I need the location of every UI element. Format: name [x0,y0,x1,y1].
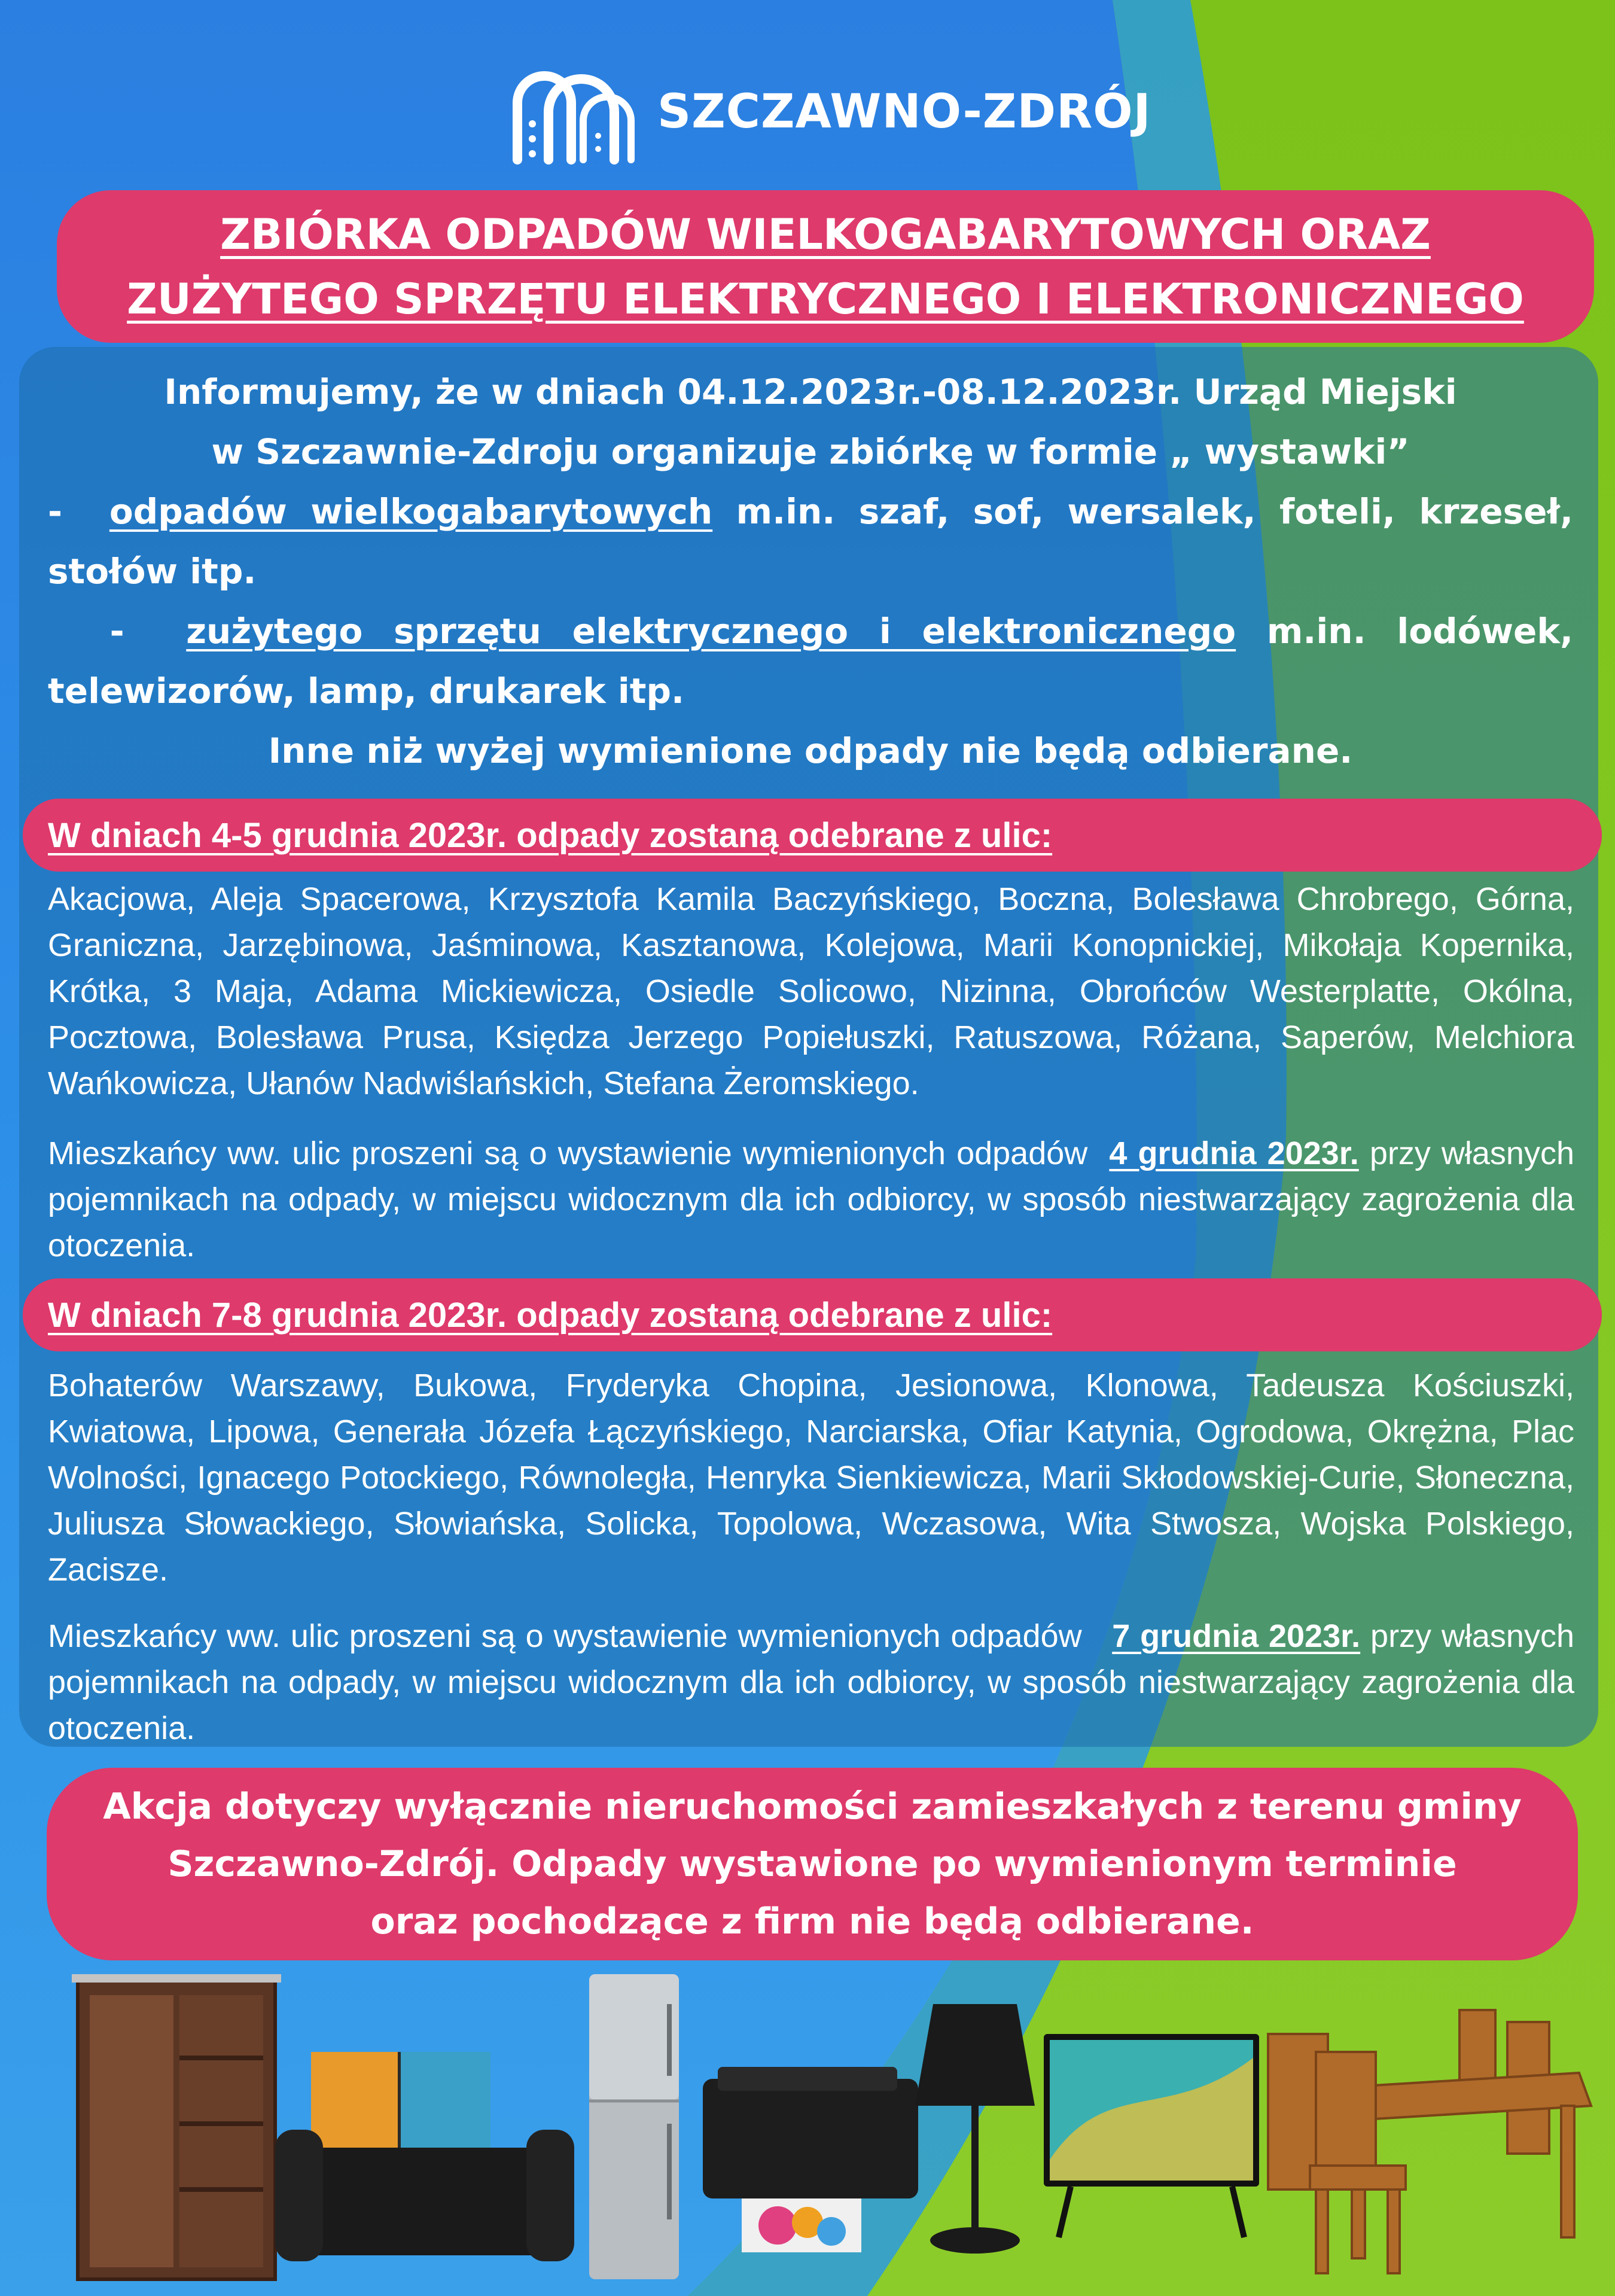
bulky-waste-label: odpadów wielkogabarytowych [109,491,713,532]
section1-heading: W dniach 4-5 grudnia 2023r. odpady zostaną odebrane z ulic: [48,815,1053,855]
section2-streets: Bohaterów Warszawy, Bukowa, Fryderyka Chopina, Jesionowa, Klonowa, Tadeusza Kościuszki, Kwiatowa, Lipowa, Generała Józefa Łączyńskiego, Narciarska, Ofiar Katynia, Ogrodowa, Okrężna, Plac Wolności, Ignacego Potockiego, Równoległa, Henryka Sienkiewicza, Marii Skłodowskiej-Curie, Słoneczna, Juliusza Słowackiego, Słowiańska, Solicka, Topolowa, Wczasowa, Wita Stwosza, Wojska Polskiego, Zacisze. [48,1368,1574,1588]
logo [505,55,1151,169]
lamp-icon [915,2004,1035,2254]
logo-text: SZCZAWNO-ZDRÓJ [657,85,1151,139]
fridge-icon [589,1974,679,2279]
electronic-waste-label: zużytego sprzętu elektrycznego i elektronicznego [186,611,1236,651]
intro-line-1: Informujemy, że w dniach 04.12.2023r.-08.12.2023r. Urząd Miejski [164,371,1457,412]
section2-heading: W dniach 7-8 grudnia 2023r. odpady zostaną odebrane z ulic: [48,1295,1053,1335]
tv-icon [1044,2034,1259,2237]
section2-note: Mieszkańcy ww. ulic proszeni są o wystawienie wymienionych odpadów 7 grudnia 2023r. przy własnych pojemnikach na odpady, w miejscu widocznym dla ich odbiorcy, w sposób niestwarzający zagrożenia dla otoczenia. [48,1618,1574,1746]
table-chairs-icon [1268,2010,1591,2273]
title-line-2: ZUŻYTEGO SPRZĘTU ELEKTRYCZNEGO I ELEKTRONICZNEGO [127,274,1524,324]
intro-item-1: - odpadów wielkogabarytowych m.in. szaf, sof, wersalek, foteli, krzeseł, stołów itp. [48,491,1574,592]
footer-line-3: oraz pochodzące z firm nie będą odbierane. [370,1901,1254,1942]
section1-streets: Akacjowa, Aleja Spacerowa, Krzysztofa Kamila Baczyńskiego, Boczna, Bolesława Chrobrego, Górna, Graniczna, Jarzębinowa, Jaśminowa, Kasztanowa, Kolejowa, Marii Konopnickiej, Mikołaja Kopernika, Krótka, 3 Maja, Adama Mickiewicza, Osiedle Solicowo, Nizinna, Obrońców Westerplatte, Okólna, Pocztowa, Bolesława Prusa, Księdza Jerzego Popiełuszki, Ratuszowa, Różana, Saperów, Melchiora Wańkowicza, Ułanów Nadwiślańskich, Stefana Żeromskiego. [48,881,1574,1101]
intro-item-2: - zużytego sprzętu elektrycznego i elektronicznego m.in. lodówek, telewizorów, lamp, drukarek itp. [48,611,1574,711]
printer-icon [703,2067,918,2252]
footer-banner [47,1768,1578,1960]
wardrobe-icon [72,1974,281,2279]
sofa-icon [275,2052,574,2261]
intro-closing: Inne niż wyżej wymienione odpady nie będą odbierane. [268,730,1353,771]
intro-text [48,362,1573,781]
section2-heading-bar [23,1278,1602,1351]
intro-line-2: w Szczawnie-Zdroju organizuje zbiórkę w formie „ wystawki” [211,431,1410,472]
title-line-1: ZBIÓRKA ODPADÓW WIELKOGABARYTOWYCH ORAZ [220,209,1431,259]
arches-logo-icon [505,58,649,166]
furniture-illustrations [0,1968,1615,2296]
section1-note: Mieszkańcy ww. ulic proszeni są o wystawienie wymienionych odpadów 4 grudnia 2023r. przy własnych pojemnikach na odpady, w miejscu widocznym dla ich odbiorcy, w sposób niestwarzający zagrożenia dla otoczenia. [48,1135,1575,1263]
title-banner [57,190,1594,343]
section1-heading-bar [23,799,1602,872]
footer-line-1: Akcja dotyczy wyłącznie nieruchomości zamieszkałych z terenu gminy [103,1786,1522,1828]
footer-line-2: Szczawno-Zdrój. Odpady wystawione po wymienionym terminie [167,1843,1457,1885]
section1-date: 4 grudnia 2023r. [1109,1135,1359,1171]
section2-date: 7 grudnia 2023r. [1112,1618,1361,1654]
